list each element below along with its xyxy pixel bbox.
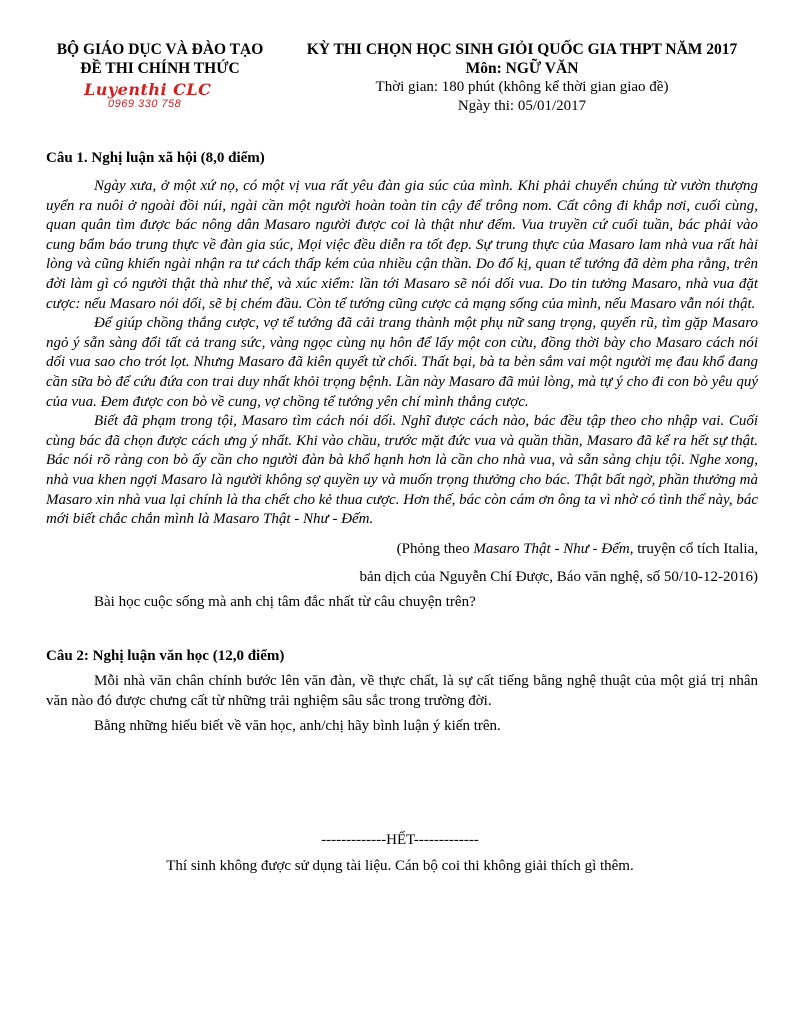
header-left (40, 40, 280, 78)
exam-content (46, 148, 758, 737)
story-source-line-2: bản dịch của Nguyễn Chí Được, Báo văn nghệ, số 50/10-12-2016) (359, 568, 758, 585)
exam-note: Thí sinh không được sử dụng tài liệu. Cán bộ coi thi không giải thích gì thêm. (166, 858, 634, 874)
story-paragraph-2: Để giúp chồng thắng cược, vợ tể tướng đã cải trang thành một phụ nữ sang trọng, quyến rũ, tìm gặp Masaro ngỏ ý sẵn sàng đổi tất cả trang sức, vàng ngọc cùng nụ hôn để lấy một con cừu, đồng thời bày cho Masaro cách nói dối vua sao cho trót lọt. Nhưng Masaro đã kiên quyết từ chối. Thất bại, bà ta bèn sắm vai một người mẹ đau khổ đang cần sữa bò để cứu đứa con trai duy nhất khỏi trọng bệnh. Lần này Masaro đã mủi lòng, mà tự ý cho đi con bò yêu quý của vua. Đem được con bò về cung, vợ chồng tể tướng yên chí mình thắng cược. (46, 315, 758, 410)
official-label: ĐỀ THI CHÍNH THỨC (80, 60, 240, 77)
end-marker: -------------HẾT------------- (321, 832, 479, 848)
question-2-quote: Mỗi nhà văn chân chính bước lên văn đàn, về thực chất, là sự cất tiếng bằng nghệ thuật của một giá trị nhân văn nào đó được chưng cất từ những trải nghiệm sâu sắc trong trường đời. (46, 673, 758, 709)
source-title: Masaro Thật - Như - Đếm (473, 540, 630, 557)
ministry-name: BỘ GIÁO DỤC VÀ ĐÀO TẠO (56, 41, 264, 58)
exam-date: Ngày thi: 05/01/2017 (457, 98, 587, 114)
source-prefix: (Phỏng theo (396, 540, 474, 557)
story-paragraph-3: Biết đã phạm trong tội, Masaro tìm cách nói dối. Nghĩ được cách nào, bác đều tập theo cho nhập vai. Cuối cùng bác đã chọn được cách ưng ý nhất. Khi vào chầu, trước mặt đức vua và quần thần, Masaro đã kể ra hết sự thật. Bác nói rõ ràng con bò ấy cần cho người đàn bà khổ hạnh hơn là cần cho nhà vua, và sẵn sàng chịu tội. Nghe xong, nhà vua khen ngợi Masaro là người không sợ quyền uy và muốn trọng thưởng cho bác. Thật bất ngờ, phần thưởng mà Masaro xin nhà vua lại chính là tha chết cho kẻ thua cược. Hơn thế, bác còn cám ơn ông ta vì nhờ có tình thế này, bác mới biết chắc chắn mình là Masaro Thật - Như - Đếm. (46, 413, 758, 528)
subject-label: Môn: NGỮ VĂN (465, 60, 579, 77)
story-source-line-1 (46, 539, 758, 559)
question-1-prompt: Bài học cuộc sống mà anh chị tâm đắc nhất từ câu chuyện trên? (94, 593, 476, 610)
header-right (282, 40, 762, 116)
duration-label: Thời gian: 180 phút (không kể thời gian giao đề) (375, 79, 669, 95)
watermark-stamp (84, 80, 244, 112)
question-2-heading: Câu 2: Nghị luận văn học (12,0 điểm) (46, 648, 285, 665)
watermark-name: Luyenthi CLC (84, 80, 212, 99)
source-suffix: , truyện cổ tích Italia, (629, 540, 758, 557)
question-2-task: Bằng những hiểu biết về văn học, anh/chị hãy bình luận ý kiến trên. (94, 718, 501, 735)
exam-title: KỲ THI CHỌN HỌC SINH GIỎI QUỐC GIA THPT NĂM 2017 (306, 41, 738, 58)
question-1-heading: Câu 1. Nghị luận xã hội (8,0 điểm) (46, 150, 265, 166)
story-paragraph-1: Ngày xưa, ở một xứ nọ, có một vị vua rất yêu đàn gia súc của mình. Khi phải chuyển chúng từ vườn thượng uyển ra nuôi ở ngoài đồi núi, ngài cần một người hoàn toàn tin cậy để trông nom. Cất công đi khắp nơi, cuối cùng, quan quân tìm được bác nông dân Masaro người được coi là thật như đếm. Vua truyền cứ cuối tuần, bác phải vào cung bẩm báo trung thực về đàn gia súc, Mọi việc đều diễn ra tốt đẹp. Sự trung thực của Masaro lam nhà vua rất hài lòng và cũng khiến ngài nhận ra tư cách thấp kém của nhiều cận thần. Do đố kị, quan tể tướng đã dèm pha rằng, trên đời làm gì có người thật thà như thế, và xúc xiểm: lần tới Masaro sẽ nói dối vua. Do tin tưởng Masaro, nhà vua đặt cược: nếu Masaro nói dối, sẽ bị chém đầu. Còn tể tướng cũng cược cả mạng sống của mình, nếu Masaro vẫn nói thật. (46, 178, 758, 312)
watermark-phone: 0969 330 758 (108, 98, 182, 110)
